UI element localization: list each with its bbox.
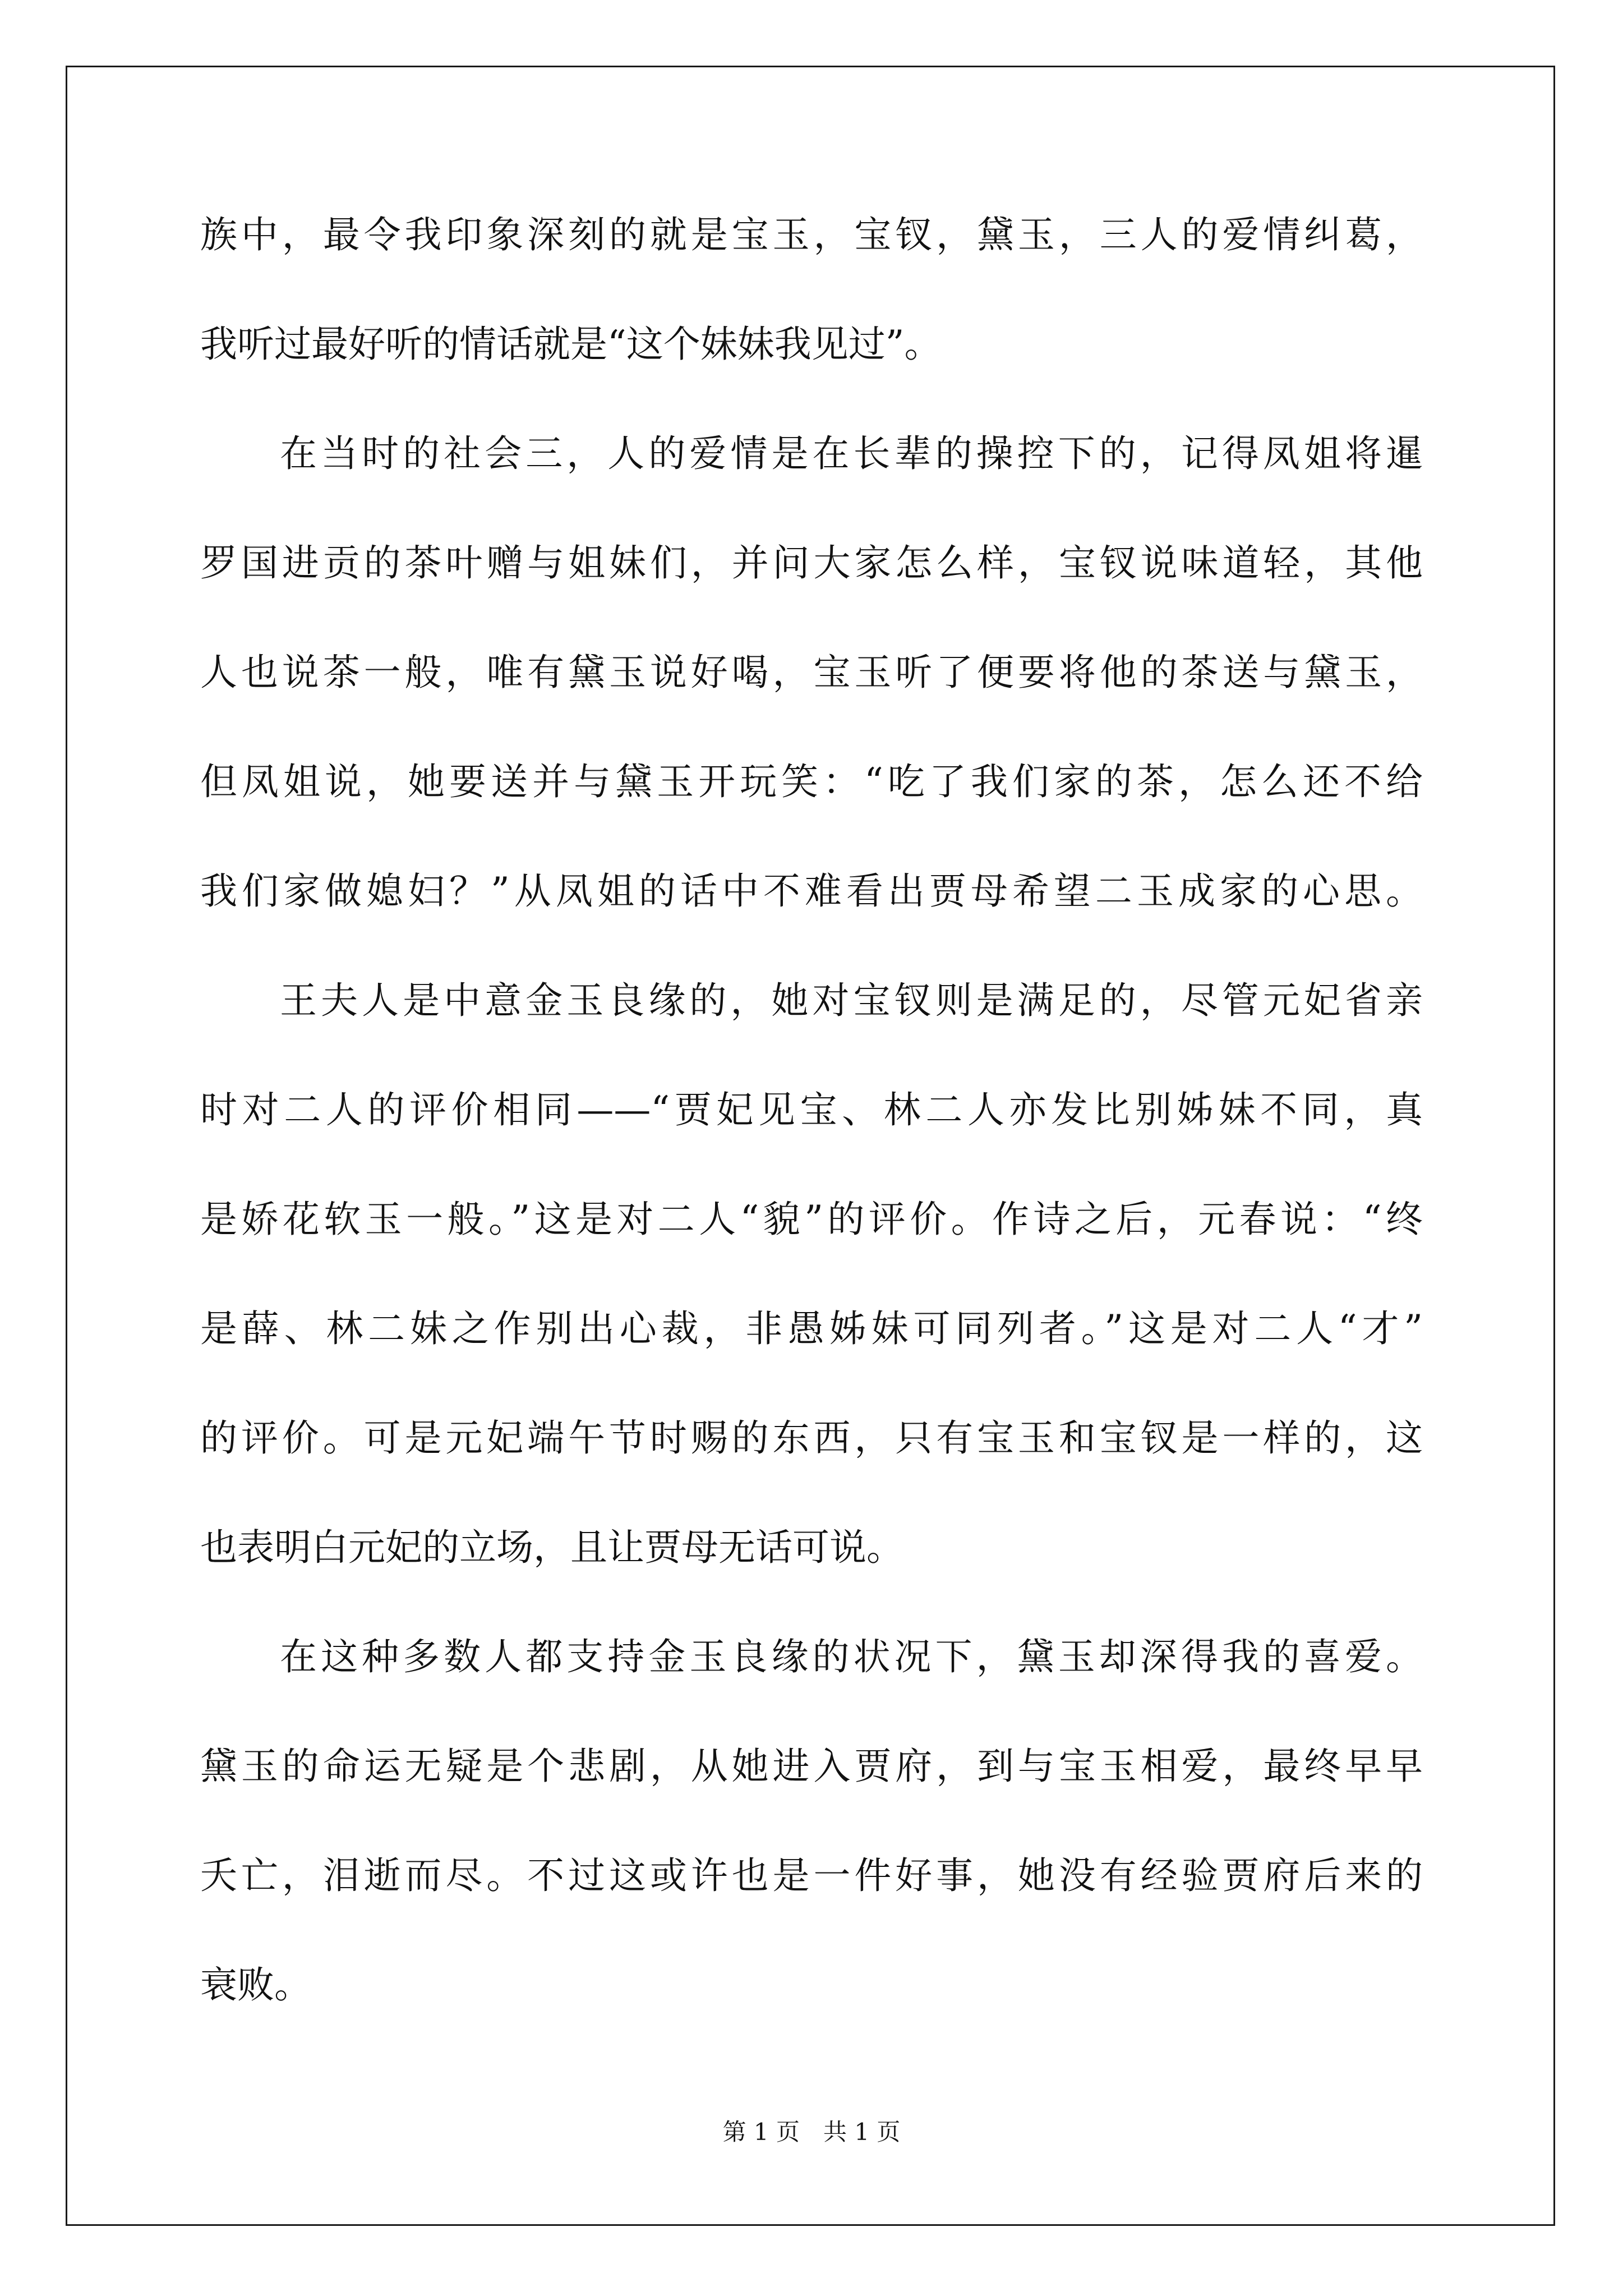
text-line: 族中，最令我印象深刻的就是宝玉，宝钗，黛玉，三人的爱情纠葛， (200, 213, 1423, 256)
text-line: 在这种多数人都支持金玉良缘的状况下，黛玉却深得我的喜爱。 (280, 1635, 1423, 1678)
text-line: 我听过最好听的情话就是“这个妹妹我见过”。 (200, 323, 942, 366)
text-line: 也表明白元妃的立场，且让贾母无话可说。 (200, 1526, 903, 1569)
text-line: 我们家做媳妇？”从凤姐的话中不难看出贾母希望二玉成家的心思。 (200, 869, 1423, 913)
text-line: 人也说茶一般，唯有黛玉说好喝，宝玉听了便要将他的茶送与黛玉， (200, 651, 1423, 694)
text-line: 是娇花软玉一般。”这是对二人“貌”的评价。作诗之后，元春说：“终 (200, 1198, 1423, 1241)
page-footer: 第 1 页 共 1 页 (722, 2118, 901, 2146)
text-line: 但凤姐说，她要送并与黛玉开玩笑：“吃了我们家的茶，怎么还不给 (200, 760, 1423, 803)
text-line: 衰败。 (200, 1963, 311, 2007)
document-body (200, 208, 1423, 2067)
text-line: 在当时的社会三，人的爱情是在长辈的操控下的，记得凤姐将暹 (280, 432, 1423, 475)
text-line: 是薛、林二妹之作别出心裁，非愚姊妹可同列者。”这是对二人“才” (200, 1307, 1423, 1350)
text-line: 时对二人的评价相同——“贾妃见宝、林二人亦发比别姊妹不同，真 (200, 1088, 1423, 1131)
text-line: 黛玉的命运无疑是个悲剧，从她进入贾府，到与宝玉相爱，最终早早 (200, 1745, 1423, 1788)
text-line: 罗国进贡的茶叶赠与姐妹们，并问大家怎么样，宝钗说味道轻，其他 (200, 541, 1423, 585)
text-line: 夭亡，泪逝而尽。不过这或许也是一件好事，她没有经验贾府后来的 (200, 1854, 1423, 1897)
text-line: 王夫人是中意金玉良缘的，她对宝钗则是满足的，尽管元妃省亲 (280, 979, 1423, 1022)
text-line: 的评价。可是元妃端午节时赐的东西，只有宝玉和宝钗是一样的，这 (200, 1416, 1423, 1460)
